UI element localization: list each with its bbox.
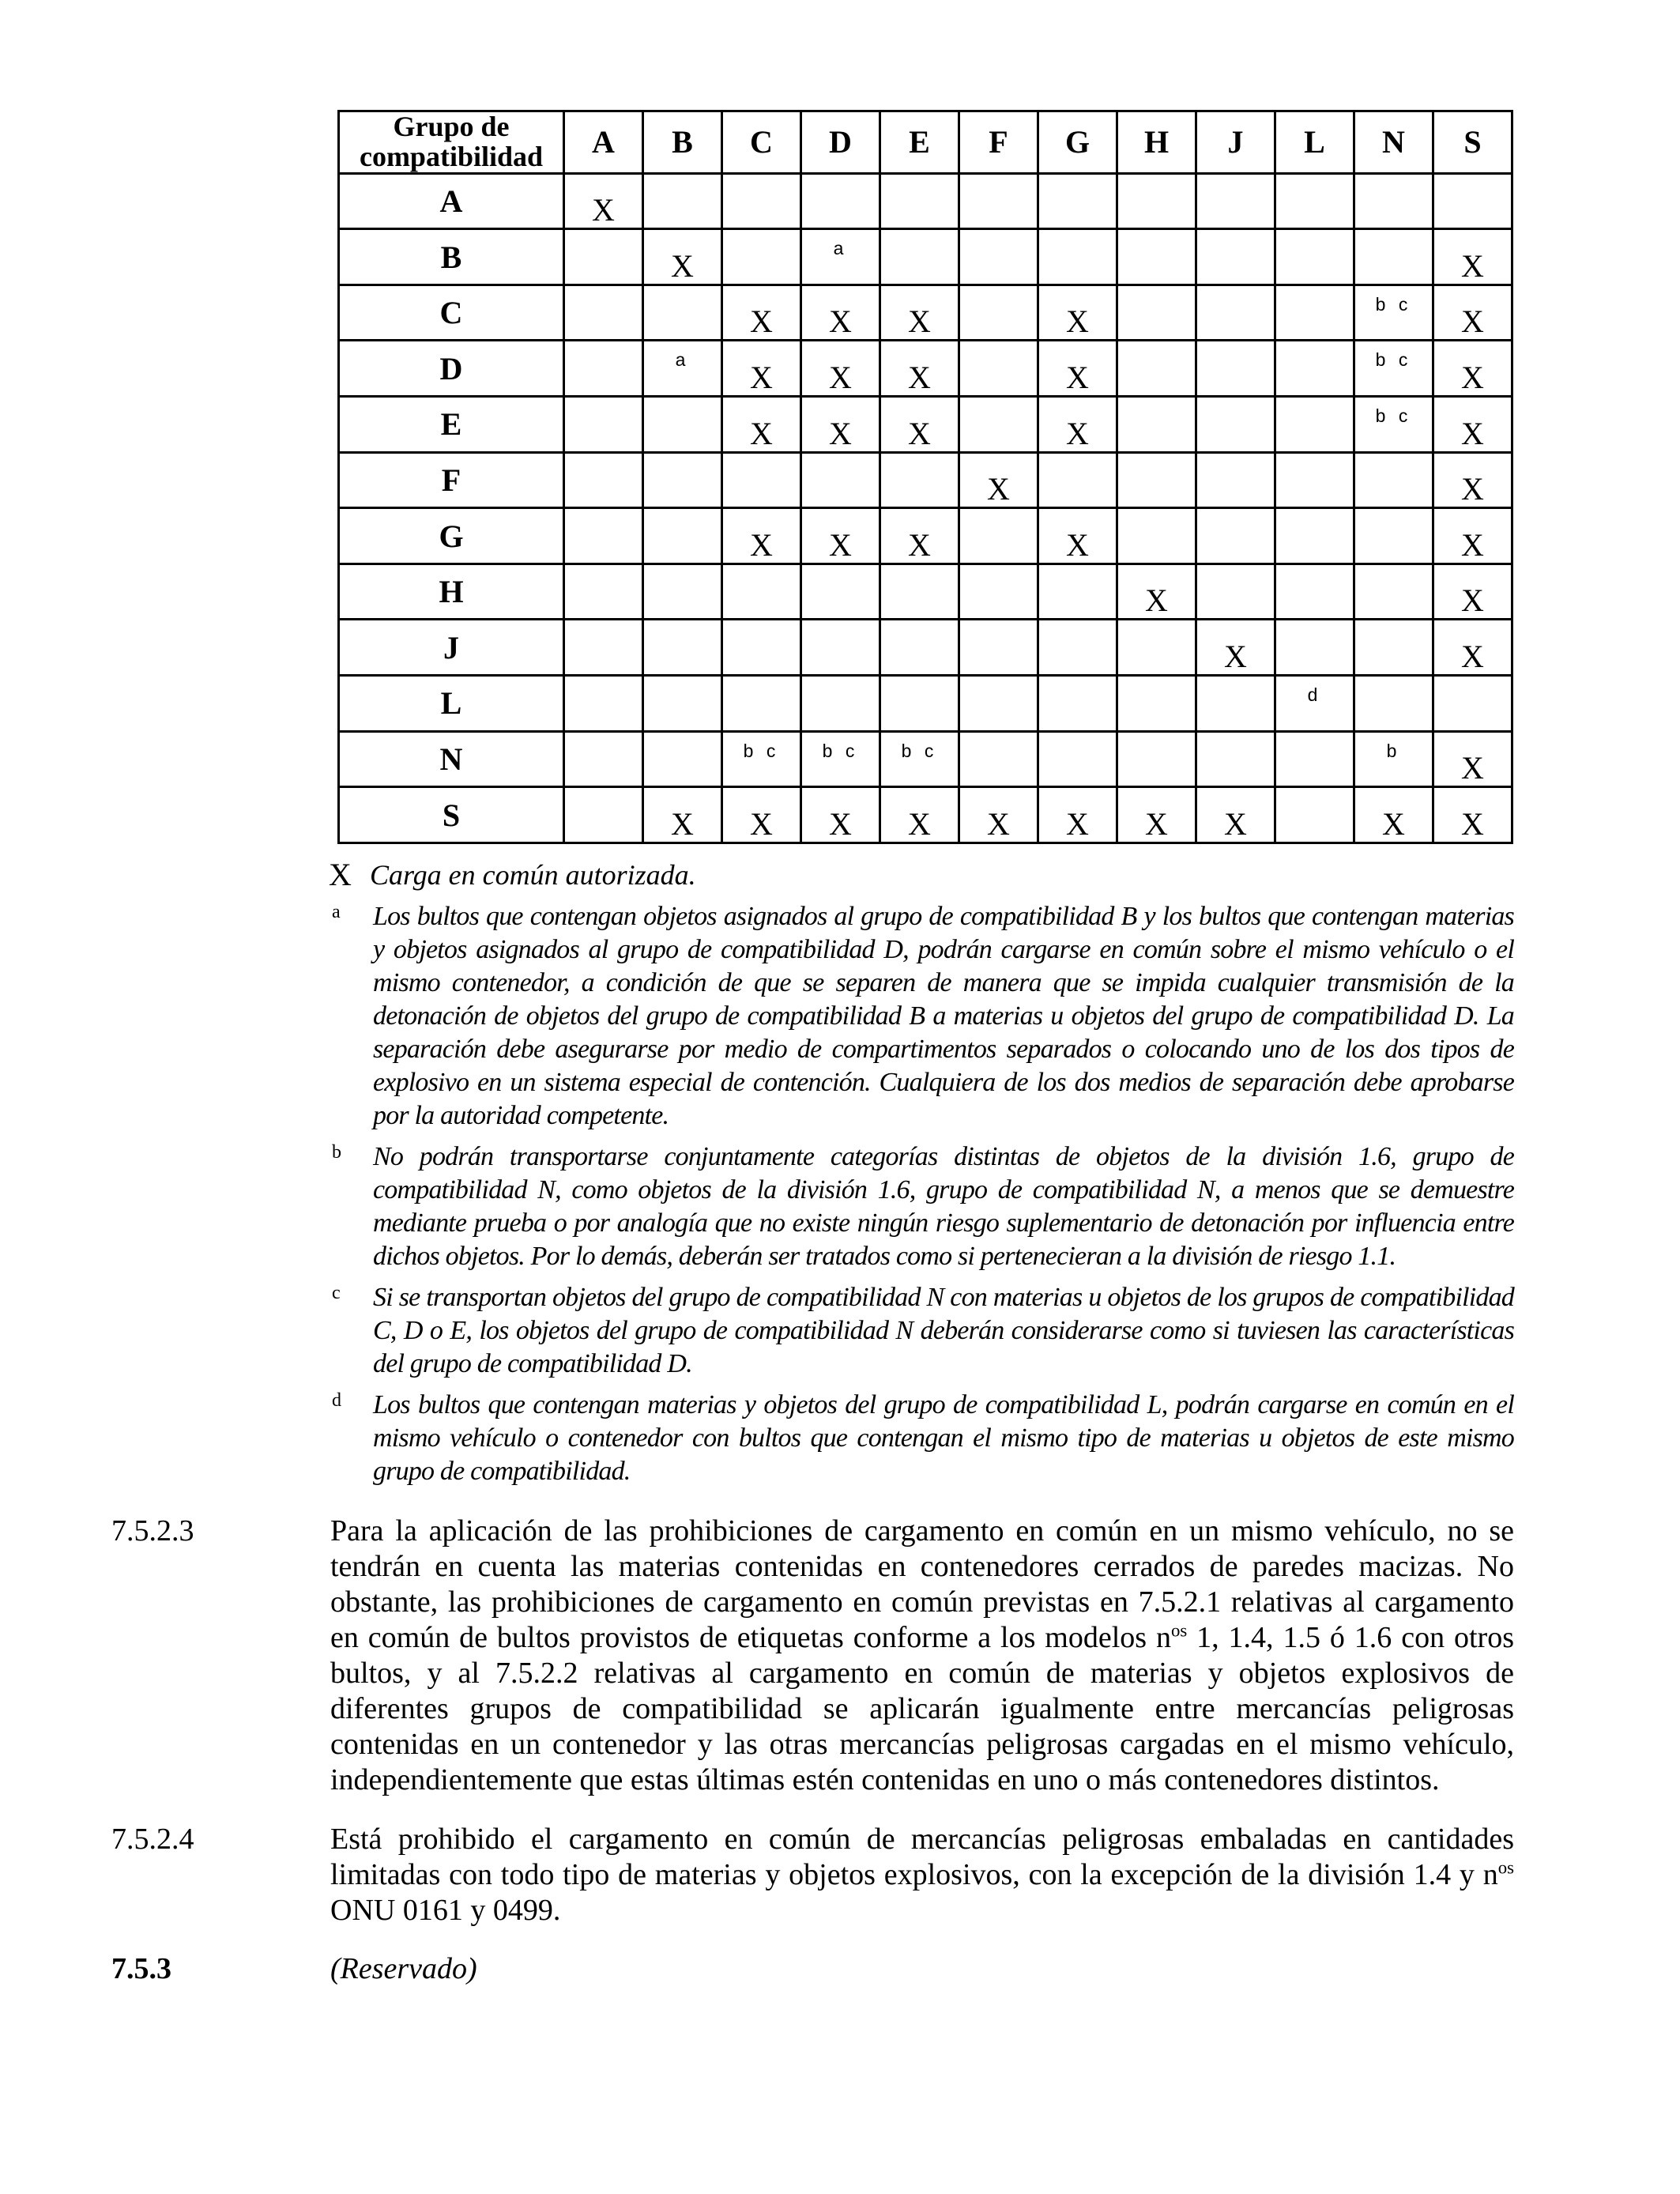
table-cell — [1196, 731, 1275, 787]
section-text-part1: Está prohibido el cargamento en común de mercancías peligrosas embaladas en cantidades limitadas con todo tipo de materias y objetos explosivos, con la excepción de la división 1.4 y n — [330, 1823, 1514, 1891]
cell-mark-x: X — [1461, 303, 1484, 340]
footnote-text: Si se transportan objetos del grupo de compatibilidad N con materias u objetos de los grupos de compatibilidad C, D o E, los objetos del grupo de compatibilidad N deberán considerarse como si tuviesen las características del grupo de compatibilidad D. — [373, 1283, 1514, 1378]
footnote-mark: c — [332, 1283, 341, 1303]
footnote-d — [329, 1389, 1514, 1488]
section-text-part1: Para la aplicación de las prohibiciones de cargamento en común en un mismo vehículo, no se tendrán en cuenta las materias contenidas en contenedores cerrados de paredes macizas. No obstante, las prohibiciones de cargamento en común previstas en 7.5.2.1 relativas al cargamento en común de bultos provistos de etiquetas conforme a los modelos n — [330, 1514, 1514, 1654]
table-cell — [1038, 397, 1117, 453]
table-row — [339, 285, 1512, 341]
section-text-part2: 1, 1.4, 1.5 ó 1.6 con otros bultos, y al 7.5.2.2 relativas al cargamento en común de materias y objetos explosivos de diferentes grupos de compatibilidad se aplicarán igualmente entre mercancías peligrosas contenidas en un contenedor y las otras mercancías peligrosas cargadas en el mismo vehículo, independientemente que estas últimas estén contenidas en uno o más contenedores distintos. — [330, 1621, 1514, 1796]
table-cell — [1354, 173, 1433, 229]
column-header-l: L — [1275, 111, 1354, 174]
table-cell — [1196, 173, 1275, 229]
compatibility-table — [337, 110, 1513, 844]
table-cell — [643, 731, 722, 787]
table-cell — [1117, 285, 1196, 341]
table-cell — [643, 285, 722, 341]
table-cell — [1117, 731, 1196, 787]
table-cell — [1354, 397, 1433, 453]
table-cell — [801, 731, 880, 787]
table-cell — [1354, 564, 1433, 620]
section-body — [330, 1822, 1514, 1928]
table-cell — [801, 173, 880, 229]
cell-mark-x: X — [987, 471, 1010, 507]
row-header-c: C — [339, 285, 564, 341]
cell-footnote-ref: a — [833, 238, 848, 259]
table-row — [339, 676, 1512, 732]
cell-mark-x: X — [1461, 639, 1484, 675]
table-cell — [722, 341, 801, 397]
table-cell — [1433, 397, 1512, 453]
table-cell — [959, 731, 1038, 787]
table-cell — [959, 229, 1038, 285]
row-header-n: N — [339, 731, 564, 787]
column-header-a: A — [564, 111, 643, 174]
footnote-c — [329, 1281, 1514, 1381]
footnote-mark: d — [332, 1390, 341, 1411]
cell-mark-x: X — [829, 303, 852, 340]
cell-mark-x: X — [1145, 582, 1168, 619]
table-cell — [1433, 787, 1512, 843]
footnote-text: No podrán transportarse conjuntamente categorías distintas de objetos de la división 1.6, grupo de compatibilidad N, como objetos de la división 1.6, grupo de compatibilidad N, a menos que se demuestre mediante prueba o por analogía que no existe ningún riesgo suplementario de detonación por influencia entre dichos objetos. Por lo demás, deberán ser tratados como si pertenecieran a la división de riesgo 1.1. — [373, 1142, 1514, 1271]
table-cell — [1196, 452, 1275, 508]
row-header-l: L — [339, 676, 564, 732]
cell-footnote-ref: b c — [901, 740, 938, 761]
table-cell — [1433, 452, 1512, 508]
table-cell — [880, 285, 959, 341]
table-cell — [801, 397, 880, 453]
table-cell — [801, 452, 880, 508]
superscript-os: os — [1497, 1857, 1514, 1878]
cell-mark-x: X — [1461, 360, 1484, 396]
table-cell — [880, 731, 959, 787]
table-cell — [564, 229, 643, 285]
table-row — [339, 173, 1512, 229]
table-cell — [880, 452, 959, 508]
table-cell — [1354, 285, 1433, 341]
table-cell — [722, 452, 801, 508]
table-cell — [643, 173, 722, 229]
table-cell — [1117, 564, 1196, 620]
footnote-text: Los bultos que contengan materias y objetos del grupo de compatibilidad L, podrán cargarse en común en el mismo vehículo o contenedor con bultos que contengan el mismo tipo de materias u objetos de este mismo grupo de compatibilidad. — [373, 1390, 1514, 1486]
cell-mark-x: X — [1224, 639, 1247, 675]
table-cell — [1038, 341, 1117, 397]
table-cell — [1117, 676, 1196, 732]
cell-mark-x: X — [1066, 806, 1089, 842]
table-cell — [880, 620, 959, 676]
cell-mark-x: X — [1461, 582, 1484, 619]
table-cell — [880, 508, 959, 564]
cell-mark-x: X — [1145, 806, 1168, 842]
table-cell — [1275, 564, 1354, 620]
cell-mark-x: X — [1461, 415, 1484, 451]
table-cell — [1275, 787, 1354, 843]
table-cell — [1117, 620, 1196, 676]
table-cell — [1117, 229, 1196, 285]
row-header-g: G — [339, 508, 564, 564]
table-cell — [564, 452, 643, 508]
table-cell — [801, 620, 880, 676]
cell-mark-x: X — [592, 192, 615, 228]
table-cell — [1354, 620, 1433, 676]
cell-mark-x: X — [908, 415, 931, 451]
table-cell — [1433, 731, 1512, 787]
table-cell — [1275, 620, 1354, 676]
table-cell — [564, 285, 643, 341]
cell-footnote-ref: b c — [1375, 293, 1412, 315]
cell-mark-x: X — [1066, 526, 1089, 563]
footnote-mark: b — [332, 1142, 341, 1163]
column-header-c: C — [722, 111, 801, 174]
table-cell — [1038, 173, 1117, 229]
cell-mark-x: X — [671, 247, 694, 284]
column-header-g: G — [1038, 111, 1117, 174]
table-cell — [1117, 452, 1196, 508]
legend-x-symbol: X — [329, 857, 352, 892]
cell-footnote-ref: b c — [822, 740, 859, 761]
table-cell — [722, 229, 801, 285]
table-cell — [564, 676, 643, 732]
table-cell — [959, 285, 1038, 341]
table-cell — [1275, 285, 1354, 341]
table-cell — [959, 508, 1038, 564]
table-row — [339, 731, 1512, 787]
column-header-s: S — [1433, 111, 1512, 174]
table-cell — [643, 229, 722, 285]
table-cell — [722, 397, 801, 453]
table-cell — [959, 620, 1038, 676]
cell-footnote-ref: a — [675, 349, 690, 371]
cell-mark-x: X — [1461, 526, 1484, 563]
table-cell — [564, 508, 643, 564]
table-cell — [564, 173, 643, 229]
table-cell — [1038, 564, 1117, 620]
table-cell — [722, 285, 801, 341]
column-header-n: N — [1354, 111, 1433, 174]
table-cell — [880, 564, 959, 620]
column-header-h: H — [1117, 111, 1196, 174]
table-row — [339, 787, 1512, 843]
table-cell — [643, 564, 722, 620]
section-number: 7.5.2.4 — [111, 1823, 194, 1856]
cell-mark-x: X — [908, 526, 931, 563]
table-cell — [1117, 173, 1196, 229]
column-header-e: E — [880, 111, 959, 174]
cell-mark-x: X — [750, 303, 773, 340]
table-cell — [880, 229, 959, 285]
corner-header-line2: compatibilidad — [359, 140, 544, 172]
table-cell — [880, 397, 959, 453]
table-cell — [1354, 787, 1433, 843]
legend-x-text: Carga en común autorizada. — [370, 859, 696, 891]
table-cell — [722, 564, 801, 620]
footnote-b — [329, 1140, 1514, 1273]
cell-footnote-ref: b c — [1375, 349, 1412, 371]
cell-footnote-ref: b c — [743, 740, 780, 761]
table-cell — [1117, 508, 1196, 564]
cell-mark-x: X — [908, 360, 931, 396]
table-cell — [643, 508, 722, 564]
table-cell — [1433, 620, 1512, 676]
table-cell — [564, 397, 643, 453]
row-header-e: E — [339, 397, 564, 453]
table-cell — [1354, 731, 1433, 787]
table-cell — [722, 620, 801, 676]
cell-footnote-ref: b — [1386, 740, 1401, 761]
table-cell — [643, 452, 722, 508]
table-cell — [801, 787, 880, 843]
section-body — [330, 1514, 1514, 1798]
table-cell — [722, 173, 801, 229]
footnote-mark: a — [332, 902, 341, 922]
table-cell — [801, 564, 880, 620]
table-cell — [1433, 564, 1512, 620]
table-header-row — [339, 111, 1512, 174]
table-cell — [643, 787, 722, 843]
table-cell — [1038, 676, 1117, 732]
table-cell — [722, 787, 801, 843]
table-cell — [1038, 229, 1117, 285]
table-cell — [1275, 397, 1354, 453]
table-row — [339, 564, 1512, 620]
legend-x-entry — [329, 858, 1514, 892]
section-7-5-3 — [111, 1951, 1514, 1987]
row-header-f: F — [339, 452, 564, 508]
table-cell — [564, 564, 643, 620]
table-cell — [1117, 787, 1196, 843]
section-7-5-2-4 — [111, 1822, 1514, 1928]
table-cell — [1354, 452, 1433, 508]
table-cell — [1433, 508, 1512, 564]
table-cell — [959, 341, 1038, 397]
row-header-j: J — [339, 620, 564, 676]
section-body: (Reservado) — [330, 1952, 477, 1985]
cell-mark-x: X — [829, 806, 852, 842]
table-cell — [643, 676, 722, 732]
footnote-a — [329, 900, 1514, 1133]
table-cell — [880, 787, 959, 843]
table-cell — [1196, 341, 1275, 397]
cell-mark-x: X — [1461, 247, 1484, 284]
section-7-5-2-3 — [111, 1514, 1514, 1798]
cell-mark-x: X — [750, 806, 773, 842]
table-cell — [959, 564, 1038, 620]
section-text-part2: ONU 0161 y 0499. — [330, 1894, 561, 1927]
table-cell — [1196, 508, 1275, 564]
table-cell — [1196, 229, 1275, 285]
cell-mark-x: X — [987, 806, 1010, 842]
table-row — [339, 397, 1512, 453]
cell-mark-x: X — [1066, 360, 1089, 396]
column-header-d: D — [801, 111, 880, 174]
table-cell — [643, 341, 722, 397]
table-cell — [959, 173, 1038, 229]
table-cell — [722, 731, 801, 787]
row-header-h: H — [339, 564, 564, 620]
cell-mark-x: X — [1461, 750, 1484, 786]
table-cell — [1196, 397, 1275, 453]
table-cell — [643, 620, 722, 676]
cell-mark-x: X — [908, 806, 931, 842]
column-header-j: J — [1196, 111, 1275, 174]
table-cell — [1196, 285, 1275, 341]
table-cell — [1354, 508, 1433, 564]
table-cell — [801, 285, 880, 341]
table-cell — [1275, 731, 1354, 787]
table-cell — [1433, 341, 1512, 397]
table-cell — [959, 452, 1038, 508]
cell-mark-x: X — [750, 526, 773, 563]
table-cell — [722, 508, 801, 564]
table-cell — [1196, 787, 1275, 843]
table-cell — [1038, 787, 1117, 843]
cell-mark-x: X — [1382, 806, 1405, 842]
table-cell — [1275, 173, 1354, 229]
cell-mark-x: X — [750, 415, 773, 451]
cell-mark-x: X — [908, 303, 931, 340]
table-cell — [880, 173, 959, 229]
table-cell — [959, 787, 1038, 843]
corner-header-line1: Grupo de — [393, 111, 510, 142]
cell-mark-x: X — [671, 806, 694, 842]
table-cell — [801, 508, 880, 564]
table-body — [339, 173, 1512, 843]
cell-mark-x: X — [1224, 806, 1247, 842]
table-cell — [1433, 285, 1512, 341]
cell-footnote-ref: d — [1307, 684, 1322, 706]
section-number: 7.5.2.3 — [111, 1514, 194, 1547]
superscript-os: os — [1170, 1620, 1188, 1641]
table-row — [339, 341, 1512, 397]
table-cell — [880, 341, 959, 397]
row-header-a: A — [339, 173, 564, 229]
table-cell — [1196, 676, 1275, 732]
table-cell — [564, 787, 643, 843]
table-cell — [564, 341, 643, 397]
table-cell — [643, 397, 722, 453]
row-header-b: B — [339, 229, 564, 285]
table-cell — [564, 620, 643, 676]
table-cell — [1275, 229, 1354, 285]
column-header-b: B — [643, 111, 722, 174]
column-header-f: F — [959, 111, 1038, 174]
table-cell — [1433, 229, 1512, 285]
table-cell — [1354, 341, 1433, 397]
table-cell — [1038, 285, 1117, 341]
table-cell — [722, 676, 801, 732]
table-cell — [1038, 508, 1117, 564]
cell-footnote-ref: b c — [1375, 405, 1412, 427]
table-cell — [1038, 731, 1117, 787]
table-row — [339, 620, 1512, 676]
table-cell — [1196, 620, 1275, 676]
table-cell — [880, 676, 959, 732]
table-cell — [801, 229, 880, 285]
table-cell — [1117, 341, 1196, 397]
row-header-d: D — [339, 341, 564, 397]
cell-mark-x: X — [1461, 471, 1484, 507]
table-cell — [801, 676, 880, 732]
table-cell — [1275, 452, 1354, 508]
table-cell — [1038, 452, 1117, 508]
table-row — [339, 452, 1512, 508]
table-row — [339, 229, 1512, 285]
cell-mark-x: X — [750, 360, 773, 396]
table-cell — [1433, 173, 1512, 229]
table-cell — [801, 341, 880, 397]
corner-header — [339, 111, 564, 174]
table-legend — [329, 858, 1514, 1488]
table-cell — [1196, 564, 1275, 620]
row-header-s: S — [339, 787, 564, 843]
table-cell — [1117, 397, 1196, 453]
cell-mark-x: X — [1066, 303, 1089, 340]
section-number: 7.5.3 — [111, 1952, 171, 1985]
table-cell — [959, 397, 1038, 453]
table-cell — [1354, 676, 1433, 732]
table-cell — [1354, 229, 1433, 285]
footnote-text: Los bultos que contengan objetos asignados al grupo de compatibilidad B y los bultos que contengan materias y objetos asignados al grupo de compatibilidad D, podrán cargarse en común sobre el mismo vehículo o el mismo contenedor, a condición de que se separen de manera que se impida cualquier transmisión de la detonación de objetos del grupo de compatibilidad B a materias u objetos del grupo de compatibilidad D. La separación debe asegurarse por medio de compartimentos separados o colocando uno de los dos tipos de explosivo en un sistema especial de contención. Cualquiera de los dos medios de separación debe aprobarse por la autoridad competente. — [373, 902, 1514, 1130]
table-row — [339, 508, 1512, 564]
cell-mark-x: X — [1066, 415, 1089, 451]
table-cell — [1275, 676, 1354, 732]
table-cell — [1275, 341, 1354, 397]
table-cell — [1038, 620, 1117, 676]
table-cell — [564, 731, 643, 787]
cell-mark-x: X — [829, 415, 852, 451]
cell-mark-x: X — [829, 360, 852, 396]
cell-mark-x: X — [829, 526, 852, 563]
cell-mark-x: X — [1461, 806, 1484, 842]
table-cell — [1433, 676, 1512, 732]
table-cell — [1275, 508, 1354, 564]
table-cell — [959, 676, 1038, 732]
